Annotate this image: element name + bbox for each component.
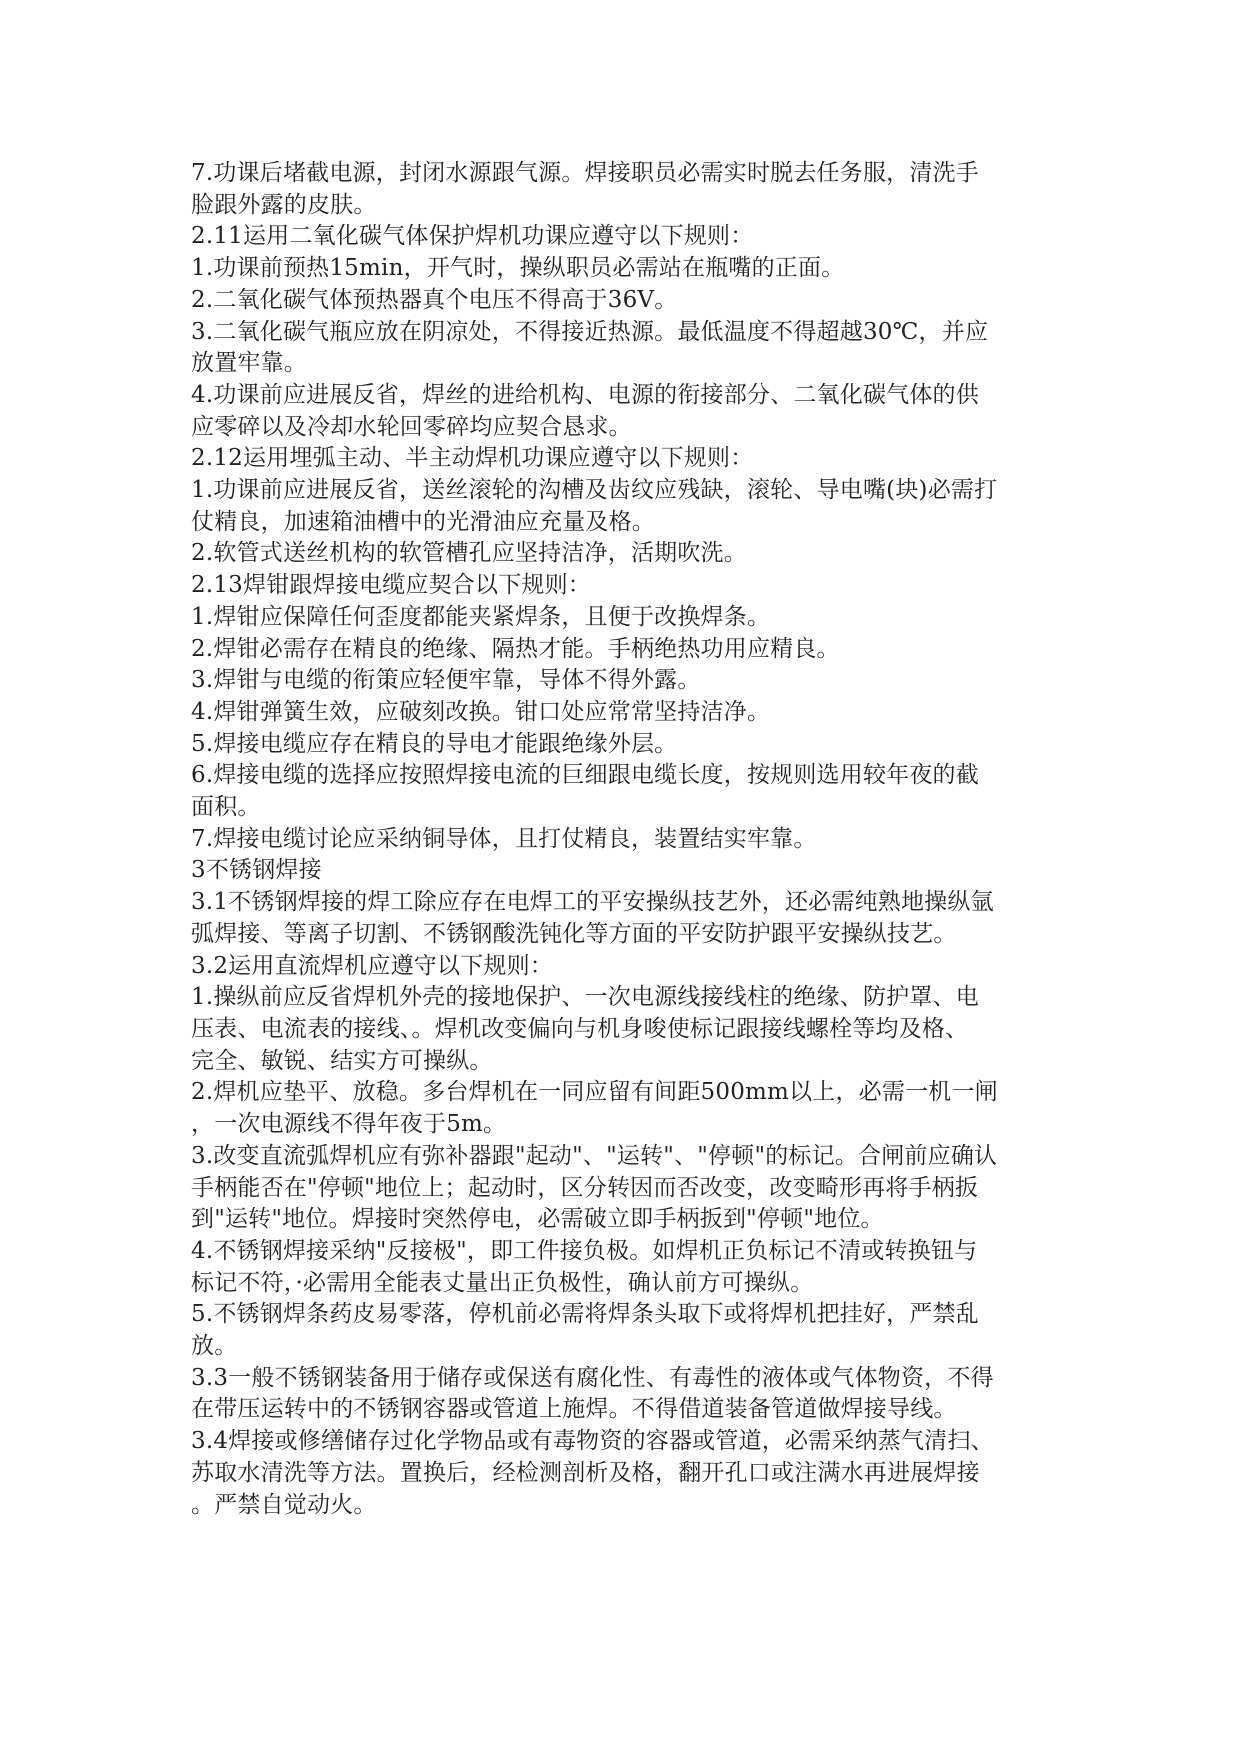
text-line: 应零碎以及冷却水轮回零碎均应契合恳求。 <box>191 413 632 440</box>
text-line: 完全、敏锐、结实方可操纵。 <box>191 1047 493 1074</box>
text-line: 在带压运转中的不锈钢容器或管道上施焊。不得借道装备管道做焊接导线。 <box>191 1396 957 1423</box>
text-line: 1.操纵前应反省焊机外壳的接地保护、一次电源线接线柱的绝缘、防护罩、电 <box>191 984 979 1011</box>
text-line: 2.焊钳必需存在精良的绝缘、隔热才能。手柄绝热功用应精良。 <box>191 635 840 662</box>
text-line: 1.功课前预热15min，开气时，操纵职员必需站在瓶嘴的正面。 <box>191 255 845 282</box>
text-line: 3.4焊接或修缮储存过化学物品或有毒物资的容器或管道，必需采纳蒸气清扫、 <box>191 1428 994 1455</box>
text-line: 放置牢靠。 <box>191 350 307 377</box>
text-line: 7.焊接电缆讨论应采纳铜导体，且打仗精良，装置结实牢靠。 <box>191 825 817 852</box>
text-line: 5.不锈钢焊条药皮易零落，停机前必需将焊条头取下或将焊机把挂好，严禁乱 <box>191 1301 979 1328</box>
text-line: 。严禁自觉动火。 <box>191 1491 377 1518</box>
text-line: 放。 <box>191 1333 238 1360</box>
text-line: 4.不锈钢焊接采纳"反接极"，即工件接负极。如焊机正负标记不清或转换钮与 <box>191 1237 978 1264</box>
text-line: 2.软管式送丝机构的软管槽孔应坚持洁净，活期吹洗。 <box>191 540 747 567</box>
text-line: 2.二氧化碳气体预热器真个电压不得高于36V。 <box>191 286 678 313</box>
text-line: 3.3一般不锈钢装备用于储存或保送有腐化性、有毒性的液体或气体物资，不得 <box>191 1364 994 1391</box>
text-line: 面积。 <box>191 794 261 821</box>
text-line: 1.功课前应进展反省，送丝滚轮的沟槽及齿纹应残缺，滚轮、导电嘴(块)必需打 <box>191 477 998 504</box>
text-line: 2.焊机应垫平、放稳。多台焊机在一同应留有间距500mm以上，必需一机一闸 <box>191 1079 998 1106</box>
text-line: 脸跟外露的皮肤。 <box>191 191 377 218</box>
text-line: 3.焊钳与电缆的衔策应轻便牢靠，导体不得外露。 <box>191 667 701 694</box>
text-line: 2.13焊钳跟焊接电缆应契合以下规则： <box>191 572 592 599</box>
text-line: 6.焊接电缆的选择应按照焊接电流的巨细跟电缆长度，按规则选用较年夜的截 <box>191 762 979 789</box>
document-body <box>191 158 1061 1521</box>
text-line: 5.焊接电缆应存在精良的导电才能跟绝缘外层。 <box>191 730 678 757</box>
text-line: 压表、电流表的接线、。焊机改变偏向与机身唆使标记跟接线螺栓等均及格、 <box>191 1015 969 1042</box>
text-line: 2.12运用埋弧主动、半主动焊机功课应遵守以下规则： <box>191 445 754 472</box>
text-line: 3.2运用直流焊机应遵守以下规则： <box>191 952 553 979</box>
text-line: 2.11运用二氧化碳气体保护焊机功课应遵守以下规则： <box>191 223 754 250</box>
text-line: 4.功课前应进展反省，焊丝的进给机构、电源的衔接部分、二氧化碳气体的供 <box>191 381 979 408</box>
text-line: 3.二氧化碳气瓶应放在阴凉处，不得接近热源。最低温度不得超越30℃，并应 <box>191 318 989 345</box>
text-line: 7.功课后堵截电源，封闭水源跟气源。焊接职员必需实时脱去任务服，清洗手 <box>191 160 979 186</box>
text-line: 手柄能否在"停顿"地位上；起动时，区分转因而否改变，改变畸形再将手柄扳 <box>191 1174 979 1201</box>
text-line: ，一次电源线不得年夜于5m。 <box>191 1111 507 1138</box>
text-line: 仗精良，加速箱油槽中的光滑油应充量及格。 <box>191 508 655 535</box>
text-line: 3不锈钢焊接 <box>191 857 322 884</box>
text-line: 4.焊钳弹簧生效，应破刻改换。钳口处应常常坚持洁净。 <box>191 698 771 725</box>
text-line: 1.焊钳应保障任何歪度都能夹紧焊条，且便于改换焊条。 <box>191 603 771 630</box>
text-line: 到"运转"地位。焊接时突然停电，必需破立即手柄扳到"停顿"地位。 <box>191 1206 884 1233</box>
text-line: 苏取水清洗等方法。置换后，经检测剖析及格，翻开孔口或注满水再进展焊接 <box>191 1459 980 1486</box>
text-line: 弧焊接、等离子切割、不锈钢酸洗钝化等方面的平安防护跟平安操纵技艺。 <box>191 920 957 947</box>
text-line: 3.改变直流弧焊机应有弥补器跟"起动"、"运转"、"停顿"的标记。合闸前应确认 <box>191 1142 998 1169</box>
text-line: 3.1不锈钢焊接的焊工除应存在电焊工的平安操纵技艺外，还必需纯熟地操纵氩 <box>191 889 994 916</box>
text-line: 标记不符，·必需用全能表丈量出正负极性，确认前方可操纵。 <box>191 1269 814 1296</box>
